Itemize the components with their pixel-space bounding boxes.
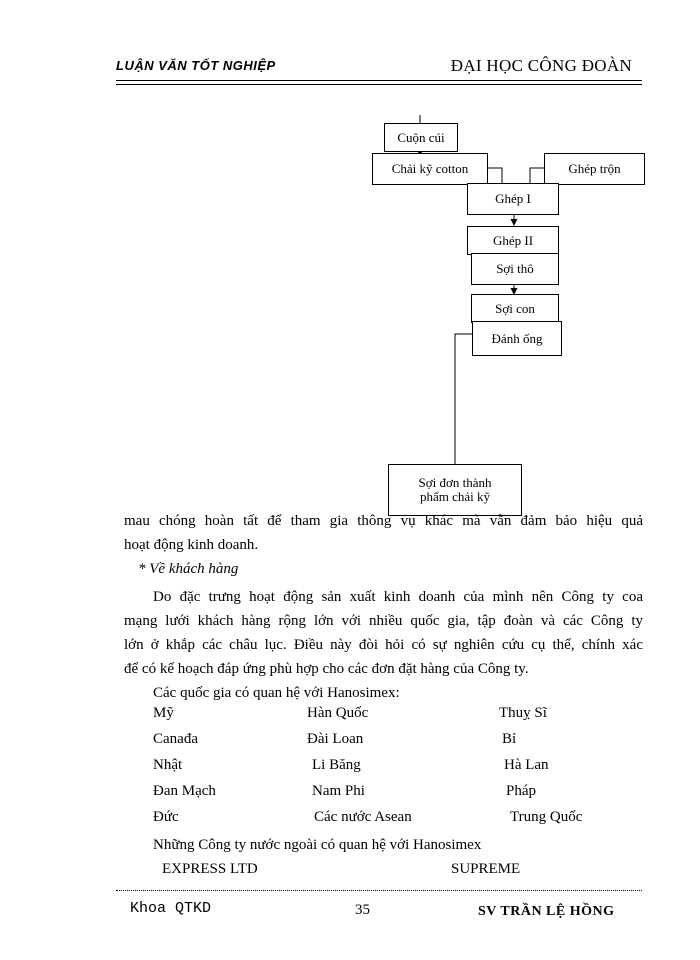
- box-ghep-tron: [544, 153, 645, 185]
- country-cell: Li Băng: [312, 757, 361, 773]
- box-cuon-cui: [384, 123, 458, 152]
- country-cell: Đan Mạch: [153, 783, 216, 799]
- box-ghep-1-label: Ghép I: [495, 191, 531, 206]
- country-cell: Canađa: [153, 731, 198, 747]
- box-soi-con: [471, 294, 559, 323]
- country-cell: Đức: [153, 809, 179, 825]
- box-ghep-2-label: Ghép II: [492, 232, 534, 248]
- box-ghep-2: [467, 226, 559, 255]
- box-ghep-1: [467, 183, 559, 215]
- country-cell: Mỹ: [153, 705, 174, 721]
- box-danh-ong-label: Đánh ống: [491, 330, 543, 346]
- footer-rule: [116, 890, 642, 891]
- paragraph-2-line-4: để có kế hoạch đáp ứng phù hợp cho các đơn đặt hàng của Công ty.: [124, 661, 529, 677]
- country-cell: Nam Phi: [312, 783, 365, 799]
- country-cell: Hàn Quốc: [307, 705, 369, 721]
- country-cell: Đài Loan: [307, 731, 364, 747]
- paragraph-2-line-1: Do đặc trưng hoạt động sản xuất kinh doanh của mình nên Công ty coa: [153, 589, 643, 605]
- country-cell: Nhật: [153, 757, 183, 773]
- companies-intro: Những Công ty nước ngoài có quan hệ với Hanosimex: [153, 837, 482, 853]
- country-cell: Trung Quốc: [510, 809, 583, 825]
- country-cell: Các nước Asean: [314, 809, 412, 825]
- header-thesis-title: LUẬN VĂN TỐT NGHIỆP: [116, 58, 276, 73]
- box-soi-con-label: Sợi con: [495, 300, 535, 316]
- company-name: SUPREME: [451, 861, 521, 877]
- section-heading-customers: * Về khách hàng: [138, 561, 239, 577]
- countries-intro: Các quốc gia có quan hệ với Hanosimex:: [153, 685, 400, 701]
- paragraph-2-line-2: mạng lưới khách hàng rộng lớn với nhiều quốc gia, tập đoàn và các Công ty: [124, 613, 643, 629]
- country-cell: Hà Lan: [504, 757, 549, 773]
- box-ghep-tron-label: Ghép trộn: [568, 161, 621, 176]
- box-chai-ky-cotton-label: Chải kỹ cotton: [391, 161, 469, 176]
- paragraph-1-line-1: mau chóng hoàn tất để tham gia thông vụ khác mà vẫn đảm bảo hiệu quả: [124, 513, 643, 529]
- country-cell: Pháp: [506, 783, 536, 799]
- country-cell: Bỉ: [502, 731, 517, 747]
- country-cell: Thuỵ Sĩ: [499, 705, 547, 721]
- footer-student-name: SV TRẦN LỆ HỒNG: [478, 904, 615, 919]
- footer-faculty: Khoa QTKD: [130, 900, 212, 917]
- box-chai-ky-cotton: [372, 153, 488, 185]
- box-danh-ong: [472, 321, 562, 356]
- page-number: 35: [355, 902, 370, 918]
- company-name: EXPRESS LTD: [162, 861, 258, 877]
- box-soi-don-label-2: phẩm chải kỹ: [419, 489, 491, 504]
- box-cuon-cui-label: Cuộn cúi: [397, 129, 445, 145]
- header-university-name: ĐẠI HỌC CÔNG ĐOÀN: [450, 56, 632, 75]
- paragraph-1-line-2: hoạt động kinh doanh.: [124, 537, 259, 553]
- box-soi-tho-label: Sợi thô: [496, 261, 534, 276]
- box-soi-tho: [471, 253, 559, 285]
- paragraph-2-line-3: lớn ở khắp các châu lục. Điều này đòi hỏi có sự nghiên cứu cụ thể, chính xác: [124, 637, 643, 653]
- box-soi-don-label-1: Sợi đơn thành: [418, 475, 492, 490]
